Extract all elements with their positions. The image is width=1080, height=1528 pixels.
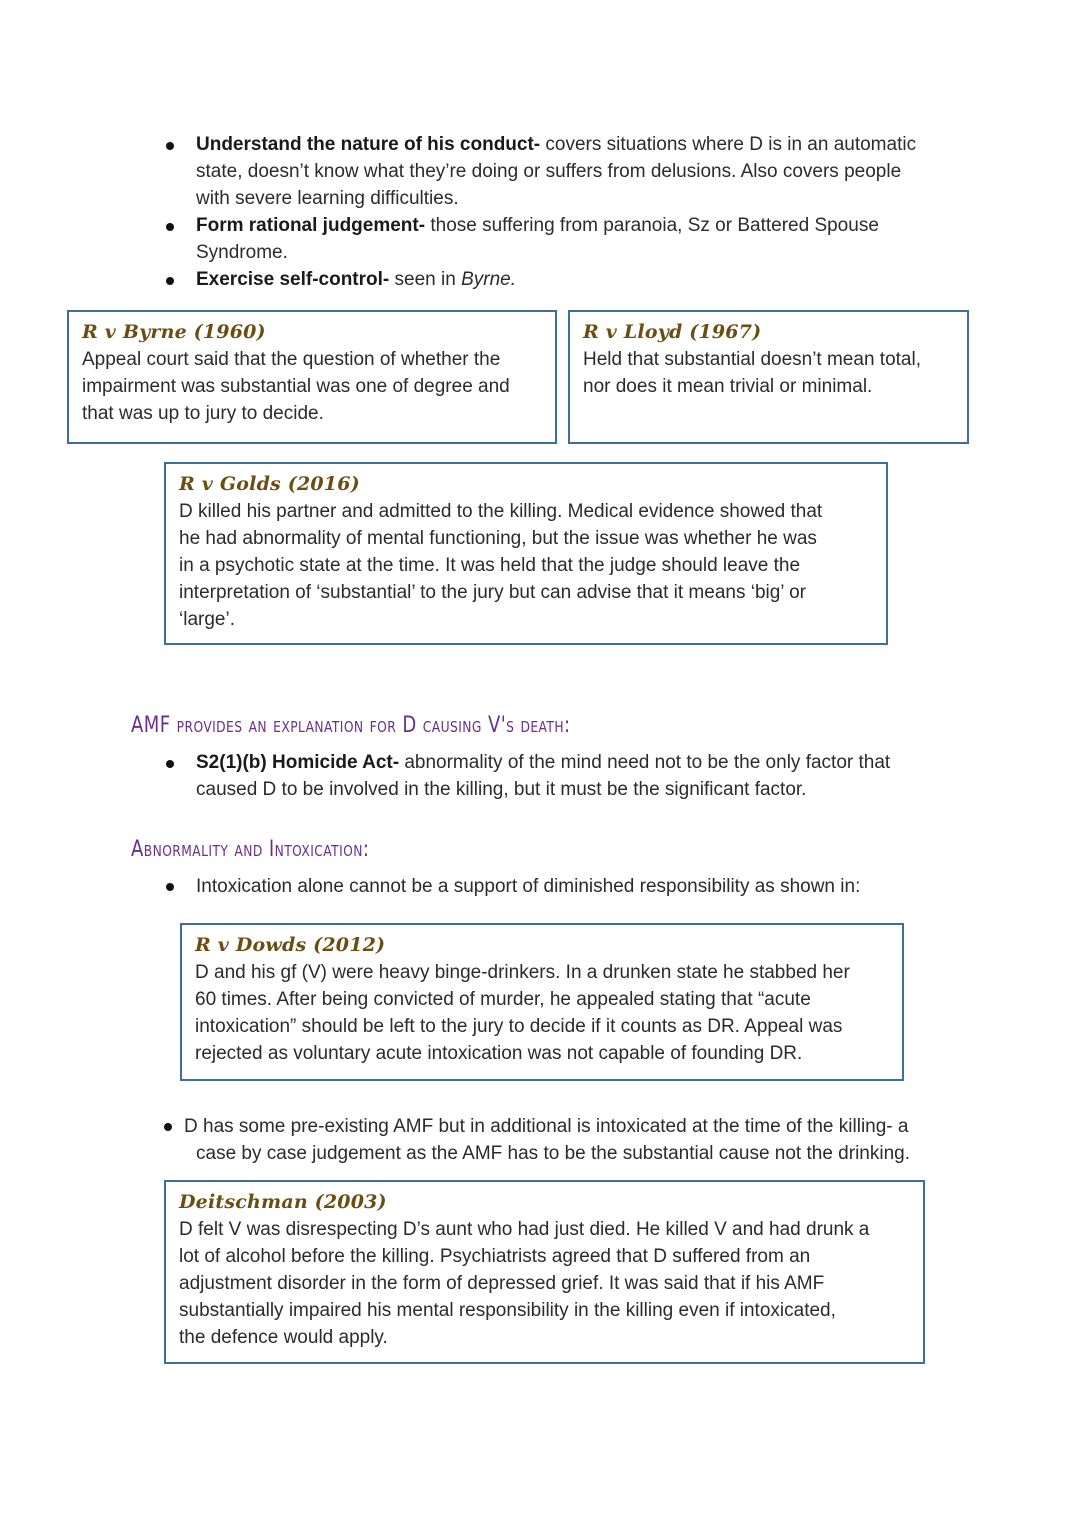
bullet-bold-label: S2(1)(b) Homicide Act-	[196, 752, 400, 773]
bullet-dot	[166, 883, 174, 891]
bullet-intoxication-alone: Intoxication alone cannot be a support of diminished responsibility as shown in:	[196, 876, 861, 897]
case-text-line: the defence would apply.	[179, 1327, 388, 1348]
case-text-line: interpretation of ‘substantial’ to the jury but can advise that it means ‘big’ or	[179, 582, 806, 603]
case-title: R v Byrne (1960)	[82, 321, 266, 343]
case-box-golds	[164, 462, 888, 645]
case-text-line: he had abnormality of mental functioning, but the issue was whether he was	[179, 528, 817, 549]
case-box-deitschman	[164, 1180, 925, 1364]
case-text-line: impairment was substantial was one of degree and	[82, 376, 510, 397]
bullet-s2-homicide-act: S2(1)(b) Homicide Act- abnormality of the mind need not to be the only factor that caused D to be involved in the killing, but it must be the significant factor.	[196, 752, 891, 800]
case-text-line: rejected as voluntary acute intoxication was not capable of founding DR.	[195, 1043, 803, 1064]
case-text-line: that was up to jury to decide.	[82, 403, 324, 424]
case-title: R v Dowds (2012)	[195, 934, 386, 956]
case-box-lloyd	[568, 310, 969, 444]
section-heading-amf: AMF provides an explanation for D causing V's death:	[131, 713, 571, 738]
case-text-line: lot of alcohol before the killing. Psychiatrists agreed that D suffered from an	[179, 1246, 811, 1267]
bullet-understand-conduct: Understand the nature of his conduct- covers situations where D is in an automatic state, doesn’t know what they’re doing or suffers from delusions. Also covers people with severe learning difficulties.	[196, 134, 917, 209]
case-title: Deitschman (2003)	[179, 1191, 387, 1213]
case-box-dowds	[180, 923, 904, 1081]
case-title: R v Golds (2016)	[179, 473, 360, 495]
case-text-line: 60 times. After being convicted of murder, he appealed stating that “acute	[195, 989, 811, 1010]
case-text-line: Held that substantial doesn’t mean total,	[583, 349, 921, 370]
case-text-line: D and his gf (V) were heavy binge-drinkers. In a drunken state he stabbed her	[195, 962, 850, 983]
bullet-bold-label: Understand the nature of his conduct-	[196, 134, 541, 155]
bullet-self-control: Exercise self-control- seen in Byrne.	[196, 269, 516, 290]
case-box-byrne	[67, 310, 557, 444]
bullet-pre-existing-amf: D has some pre-existing AMF but in additional is intoxicated at the time of the killing- a case by case judgement as the AMF has to be the substantial cause not the drinking.	[184, 1116, 910, 1164]
case-text-line: substantially impaired his mental responsibility in the killing even if intoxicated,	[179, 1300, 836, 1321]
bullet-bold-label: Form rational judgement-	[196, 215, 426, 236]
bullet-rational-judgement: Form rational judgement- those suffering from paranoia, Sz or Battered Spouse Syndrome.	[196, 215, 879, 263]
bullet-bold-label: Exercise self-control-	[196, 269, 390, 290]
case-title: R v Lloyd (1967)	[583, 321, 762, 343]
bullet-dot	[166, 223, 174, 231]
case-text-line: D killed his partner and admitted to the killing. Medical evidence showed that	[179, 501, 823, 522]
case-text-line: in a psychotic state at the time. It was held that the judge should leave the	[179, 555, 801, 576]
case-text-line: D felt V was disrespecting D’s aunt who had just died. He killed V and had drunk a	[179, 1219, 870, 1240]
bullet-dot	[166, 277, 174, 285]
case-text-line: adjustment disorder in the form of depressed grief. It was said that if his AMF	[179, 1273, 825, 1294]
bullet-dot	[164, 1123, 172, 1131]
bullet-dot	[166, 760, 174, 768]
section-heading-intoxication: Abnormality and Intoxication:	[131, 837, 370, 862]
case-text-line: intoxication” should be left to the jury to decide if it counts as DR. Appeal was	[195, 1016, 843, 1037]
bullet-dot	[166, 142, 174, 150]
case-text-line: Appeal court said that the question of whether the	[82, 349, 501, 370]
case-text-line: ‘large’.	[179, 609, 235, 630]
case-text-line: nor does it mean trivial or minimal.	[583, 376, 873, 397]
